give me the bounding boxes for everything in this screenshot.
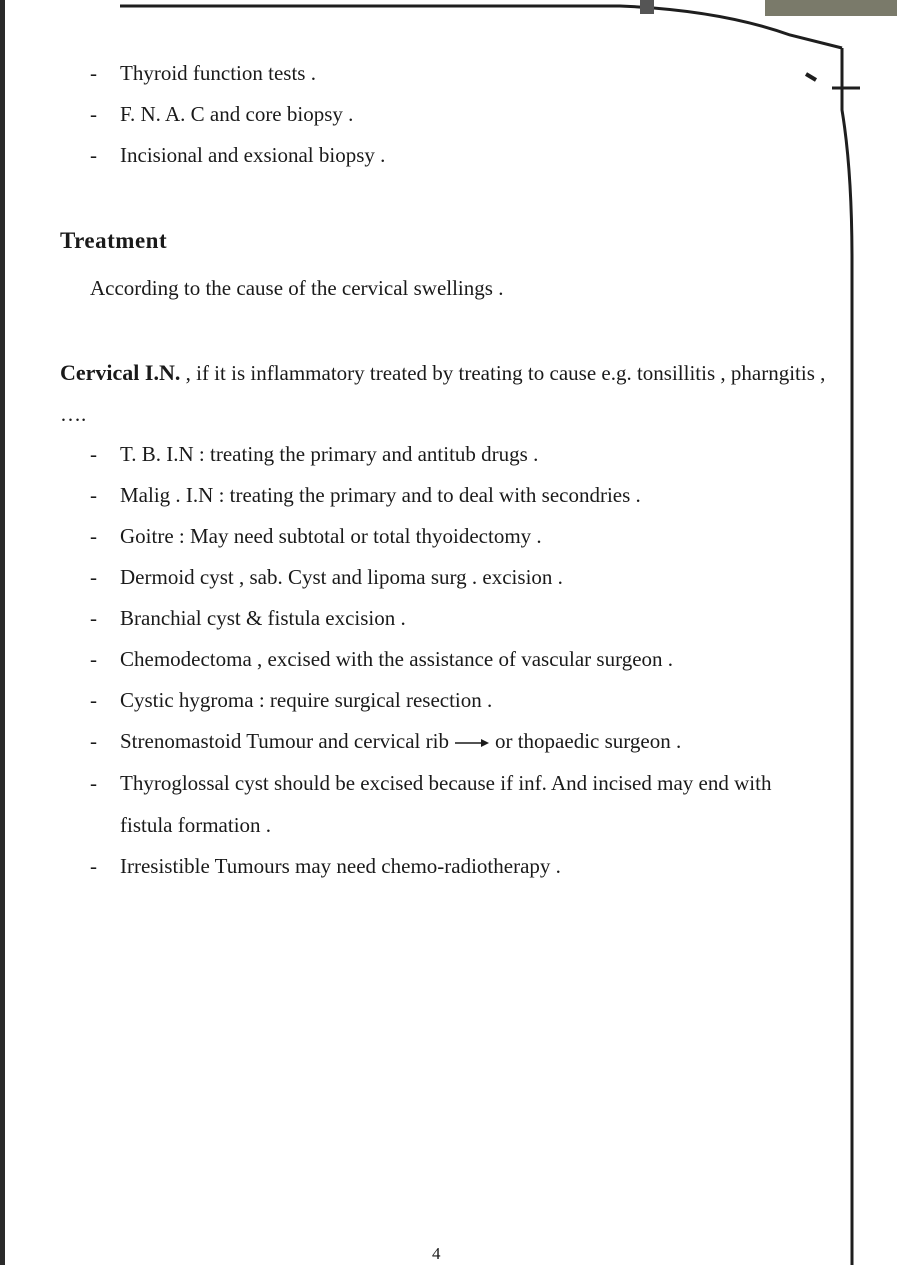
list-item: - Goitre : May need subtotal or total thyoidectomy .: [90, 516, 820, 557]
cervical-lead: Cervical I.N.: [60, 360, 181, 385]
list-item: - F. N. A. C and core biopsy .: [90, 94, 385, 135]
top-right-strip: [765, 0, 897, 16]
top-border-line: [120, 6, 842, 48]
right-border-line: [842, 48, 852, 1265]
bullet-dash: -: [90, 102, 97, 126]
bullet-dash: -: [90, 688, 97, 712]
bullet-dash: -: [90, 729, 97, 753]
list-item: - Chemodectoma , excised with the assistance of vascular surgeon .: [90, 639, 820, 680]
bullet-dash: -: [90, 442, 97, 466]
treatment-intro: According to the cause of the cervical swellings .: [90, 276, 504, 300]
bullet-dash: -: [90, 854, 97, 878]
right-small-mark: [806, 74, 816, 80]
list-item: - Malig . I.N : treating the primary and to deal with secondries .: [90, 475, 820, 516]
investigations-list: [90, 53, 385, 176]
treatment-list: [90, 434, 820, 887]
treatment-heading: Treatment: [60, 228, 168, 253]
bullet-dash: -: [90, 647, 97, 671]
bullet-dash: -: [90, 61, 97, 85]
list-item: - Irresistible Tumours may need chemo-radiotherapy .: [90, 846, 820, 887]
right-arrow-icon: [453, 737, 491, 749]
list-item: - Branchial cyst & fistula excision .: [90, 598, 820, 639]
bullet-dash: -: [90, 524, 97, 548]
bullet-dash: -: [90, 771, 97, 795]
list-item: - Cystic hygroma : require surgical resection .: [90, 680, 820, 721]
list-item: - Strenomastoid Tumour and cervical rib or thopaedic surgeon .: [90, 721, 820, 762]
list-item: - T. B. I.N : treating the primary and antitub drugs .: [90, 434, 820, 475]
list-item: - Thyroglossal cyst should be excised because if inf. And incised may end with fistula formation .: [90, 762, 820, 846]
bullet-dash: -: [90, 143, 97, 167]
page-number: 4: [432, 1244, 441, 1263]
bullet-dash: -: [90, 606, 97, 630]
bullet-dash: -: [90, 483, 97, 507]
list-item: - Dermoid cyst , sab. Cyst and lipoma surg . excision .: [90, 557, 820, 598]
cervical-text: , if it is inflammatory treated by treating to cause e.g. tonsillitis , pharngitis , ….: [60, 361, 826, 426]
list-item: - Thyroid function tests .: [90, 53, 385, 94]
list-item: - Incisional and exsional biopsy .: [90, 135, 385, 176]
left-binding-edge: [0, 0, 5, 1265]
bullet-dash: -: [90, 565, 97, 589]
cervical-paragraph: [60, 352, 830, 435]
top-corner-mark: [640, 0, 654, 14]
